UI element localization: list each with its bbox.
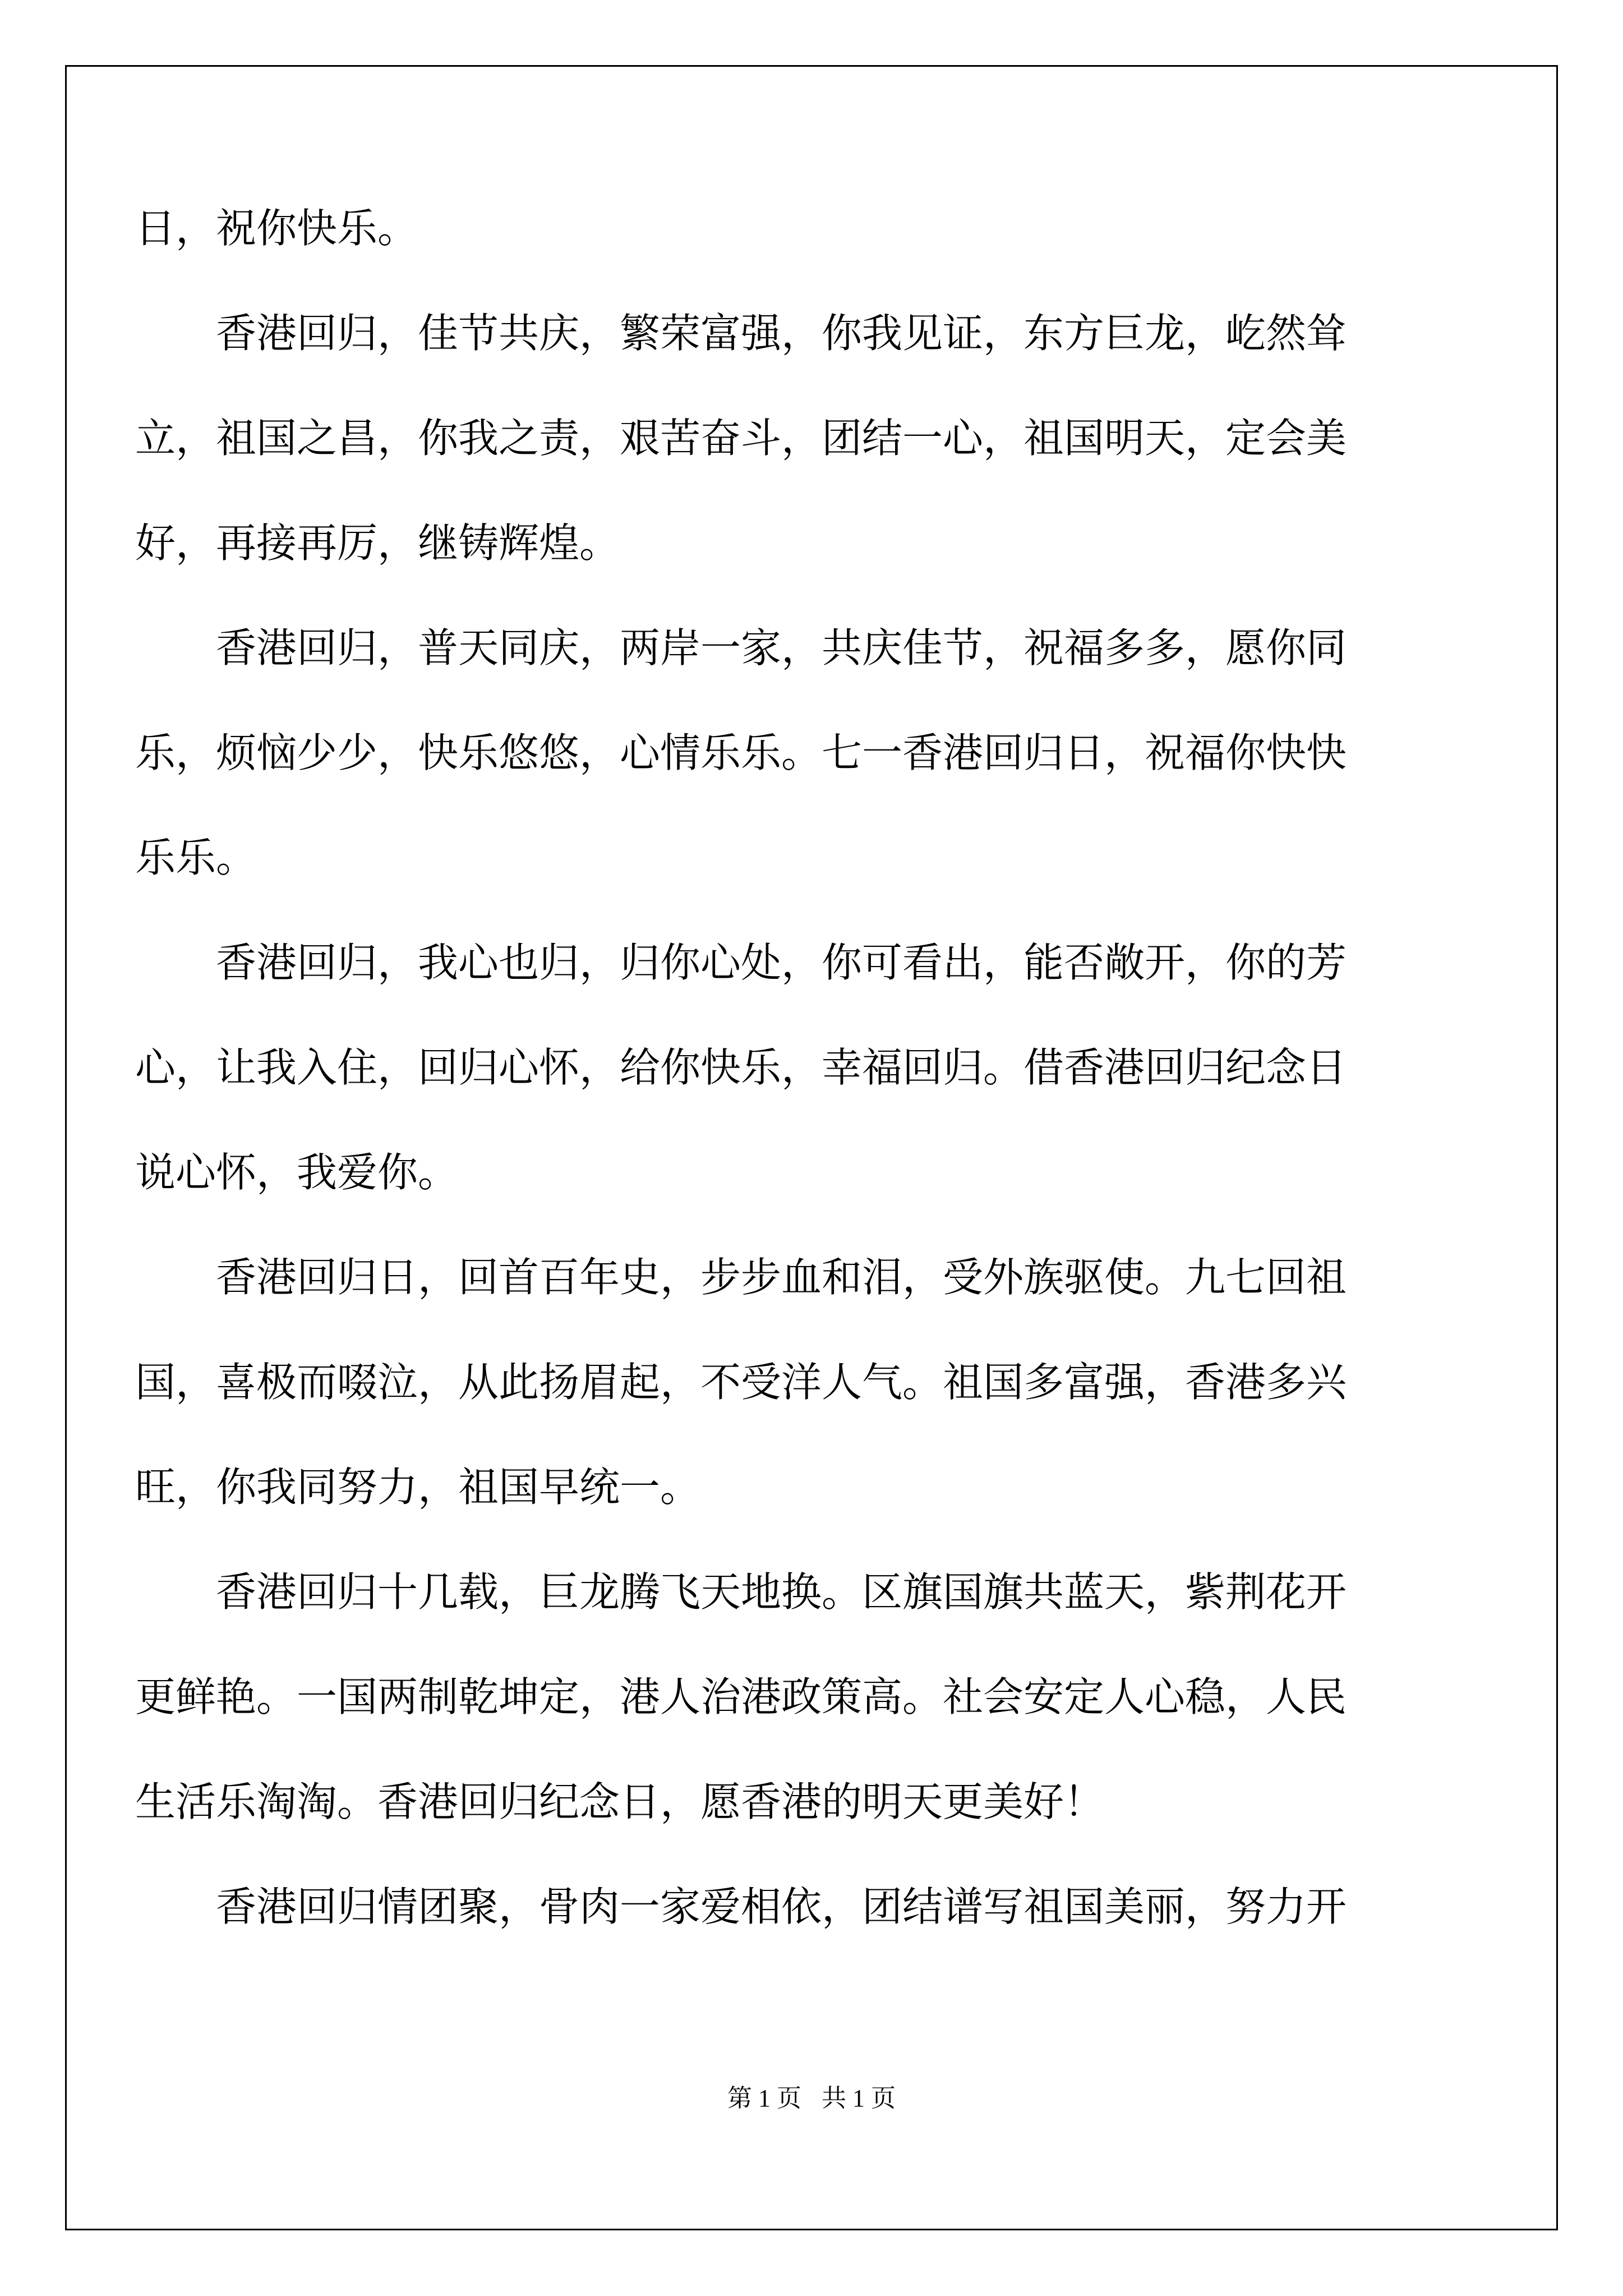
text-line: 立，祖国之昌，你我之责，艰苦奋斗，团结一心，祖国明天，定会美: [135, 415, 1347, 462]
text-line: 乐乐。: [135, 834, 257, 881]
text-line: 好，再接再厉，继铸辉煌。: [135, 519, 620, 567]
document-body: [135, 202, 1425, 1934]
text-line: 说心怀，我爱你。: [135, 1149, 459, 1196]
text-line: 心，让我入住，回归心怀，给你快乐，幸福回归。借香港回归纪念日: [135, 1044, 1347, 1091]
text-line: 香港回归情团聚，骨肉一家爱相依，团结谱写祖国美丽，努力开: [216, 1883, 1347, 1930]
text-line: 乐，烦恼少少，快乐悠悠，心情乐乐。七一香港回归日，祝福你快快: [135, 729, 1347, 776]
page-footer: [0, 2083, 1623, 2114]
text-line: 生活乐淘淘。香港回归纪念日，愿香港的明天更美好！: [135, 1778, 1105, 1825]
text-line: 香港回归，佳节共庆，繁荣富强，你我见证，东方巨龙，屹然耸: [216, 310, 1347, 357]
text-line: 更鲜艳。一国两制乾坤定，港人治港政策高。社会安定人心稳，人民: [135, 1673, 1347, 1720]
page-number-current: 第 1 页: [727, 2085, 801, 2112]
text-line: 香港回归十几载，巨龙腾飞天地换。区旗国旗共蓝天，紫荆花开: [216, 1568, 1347, 1616]
text-line: 香港回归，普天同庆，两岸一家，共庆佳节，祝福多多，愿你同: [216, 624, 1347, 671]
page-number-total: 共 1 页: [822, 2085, 896, 2112]
text-line: 日，祝你快乐。: [135, 205, 418, 252]
text-line: 旺，你我同努力，祖国早统一。: [135, 1464, 701, 1511]
text-line: 香港回归日，回首百年史，步步血和泪，受外族驱使。九七回祖: [216, 1254, 1347, 1301]
text-line: 国，喜极而啜泣，从此扬眉起，不受洋人气。祖国多富强，香港多兴: [135, 1359, 1347, 1406]
text-line: 香港回归，我心也归，归你心处，你可看出，能否敞开，你的芳: [216, 939, 1347, 986]
